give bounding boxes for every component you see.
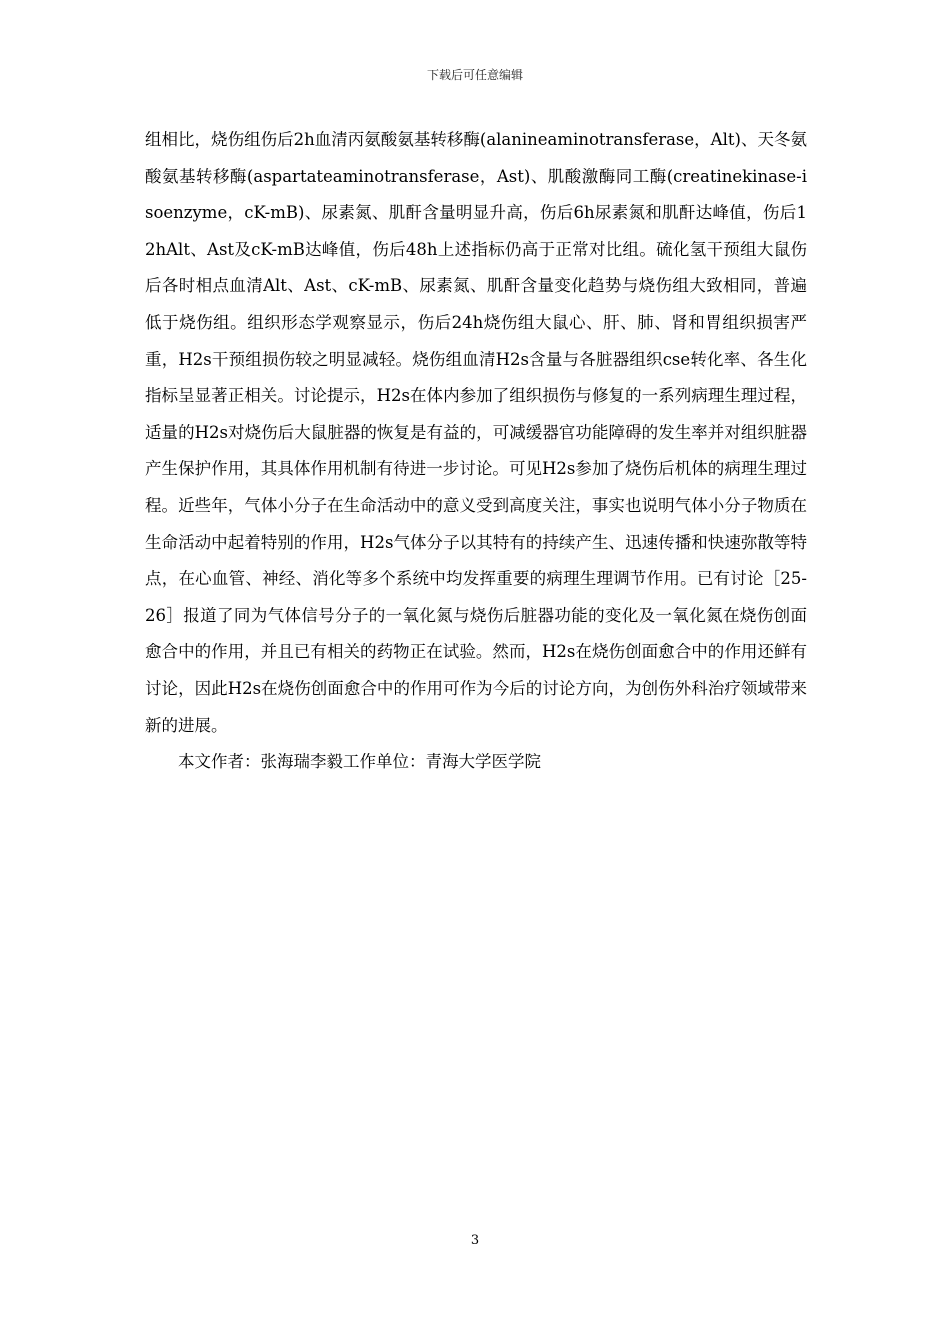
page-number: 3 bbox=[470, 1233, 480, 1248]
page-header: 下载后可任意编辑 bbox=[426, 68, 523, 82]
document-body bbox=[145, 122, 807, 781]
body-paragraph: 组相比，烧伤组伤后2h血清丙氨酸氨基转移酶(alanineaminotransferase，Alt)、天冬氨酸氨基转移酶(aspartateaminotransferase，Ast)、肌酸激酶同工酶(creatinekinase-isoenzyme，cK-mB)、尿素氮、肌酐含量明显升高，伤后6h尿素氮和肌酐达峰值，伤后12hAlt、Ast及cK-mB达峰值，伤后48h上述指标仍高于正常对比组。硫化氢干预组大鼠伤后各时相点血清Alt、Ast、cK-mB、尿素氮、肌酐含量变化趋势与烧伤组大致相同，普遍低于烧伤组。组织形态学观察显示，伤后24h烧伤组大鼠心、肝、肺、肾和胃组织损害严重，H2s干预组损伤较之明显减轻。烧伤组血清H2s含量与各脏器组织cse转化率、各生化指标呈显著正相关。讨论提示，H2s在体内参加了组织损伤与修复的一系列病理生理过程，适量的H2s对烧伤后大鼠脏器的恢复是有益的，可减缓器官功能障碍的发生率并对组织脏器产生保护作用，其具体作用机制有待进一步讨论。可见H2s参加了烧伤后机体的病理生理过程。近些年，气体小分子在生命活动中的意义受到高度关注，事实也说明气体小分子物质在生命活动中起着特别的作用，H2s气体分子以其特有的持续产生、迅速传播和快速弥散等特点，在心血管、神经、消化等多个系统中均发挥重要的病理生理调节作用。已有讨论［25-26］报道了同为气体信号分子的一氧化氮与烧伤后脏器功能的变化及一氧化氮在烧伤创面愈合中的作用，并且已有相关的药物正在试验。然而，H2s在烧伤创面愈合中的作用还鲜有讨论，因此H2s在烧伤创面愈合中的作用可作为今后的讨论方向，为创伤外科治疗领域带来新的进展。 bbox=[145, 130, 807, 735]
author-line: 本文作者：张海瑞李毅工作单位：青海大学医学院 bbox=[178, 752, 541, 772]
